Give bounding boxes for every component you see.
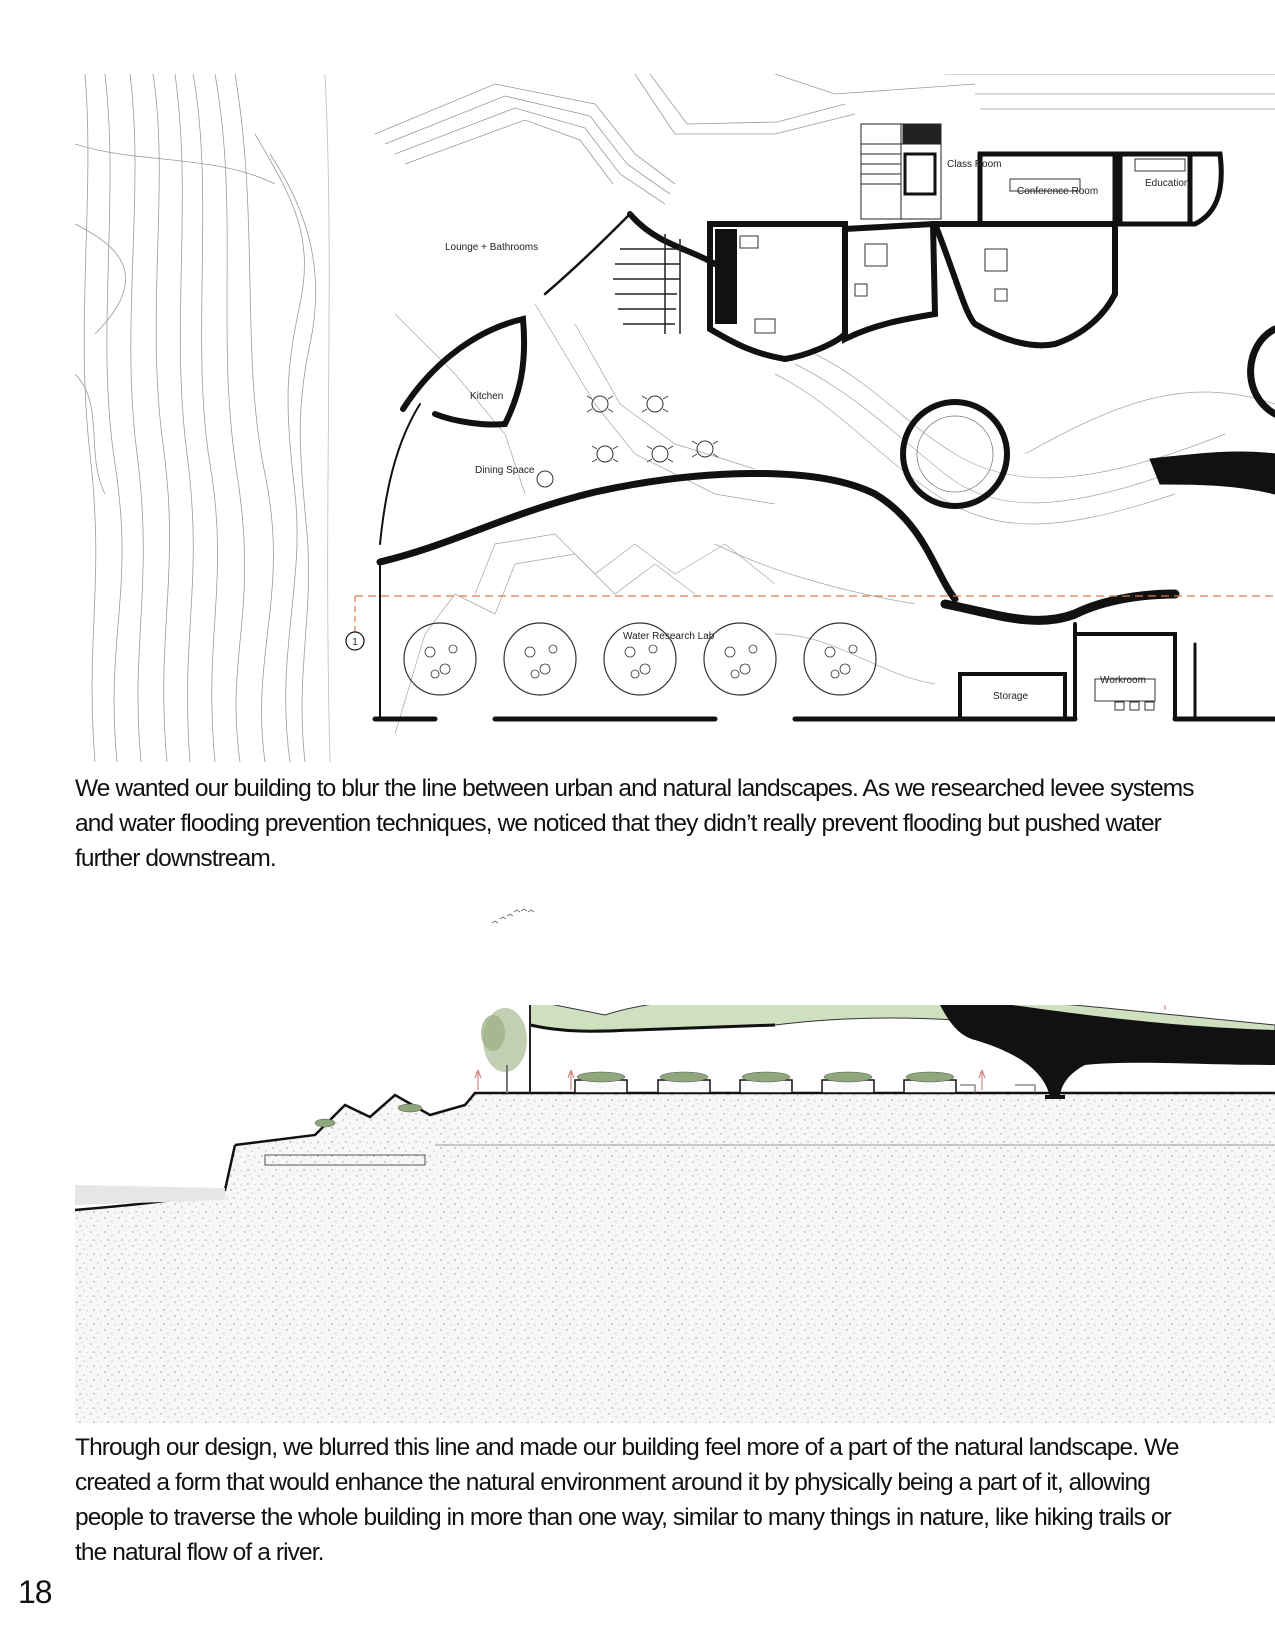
- label-kitchen: Kitchen: [470, 391, 504, 402]
- paragraph-1: We wanted our building to blur the line between urban and natural landscapes. As we researched levee systems and water flooding prevention techniques, we noticed that they didn’t really prevent flooding but pushed water further downstream.: [75, 775, 1194, 872]
- label-workroom: Workroom: [1100, 675, 1146, 686]
- birds-sketch: [490, 903, 535, 933]
- roof-structure: [935, 1005, 1275, 1097]
- section-marker-label: 1: [352, 637, 358, 648]
- label-education: Education: [1145, 178, 1190, 189]
- label-lounge: Lounge + Bathrooms: [445, 242, 539, 253]
- label-water-lab: Water Research Lab: [623, 631, 715, 642]
- floor-plan-drawing: [75, 74, 1275, 762]
- topographic-contours-top: [375, 74, 1275, 204]
- tree: [481, 1008, 527, 1093]
- label-conference: Conference Room: [1017, 186, 1099, 197]
- stair-block: [861, 124, 941, 219]
- label-dining: Dining Space: [475, 465, 535, 476]
- label-class-room: Class Room: [947, 159, 1002, 170]
- paragraph-2: Through our design, we blurred this line and made our building feel more of a part of the natural landscape. We created a form that would enhance the natural environment around it by physically being a part of it, allowing people to traverse the whole building in more than one way, similar to many things in nature, like hiking trails or the natural flow of a river.: [75, 1434, 1179, 1566]
- interior-contours: [395, 304, 1275, 734]
- bathroom-stalls: [613, 234, 680, 334]
- building-walls: [375, 154, 1275, 719]
- topographic-contours-left: [75, 74, 330, 762]
- office-furniture: [740, 159, 1185, 710]
- page-number: 18: [18, 1574, 52, 1610]
- section-drawing: [75, 1005, 1275, 1423]
- label-storage: Storage: [993, 691, 1029, 702]
